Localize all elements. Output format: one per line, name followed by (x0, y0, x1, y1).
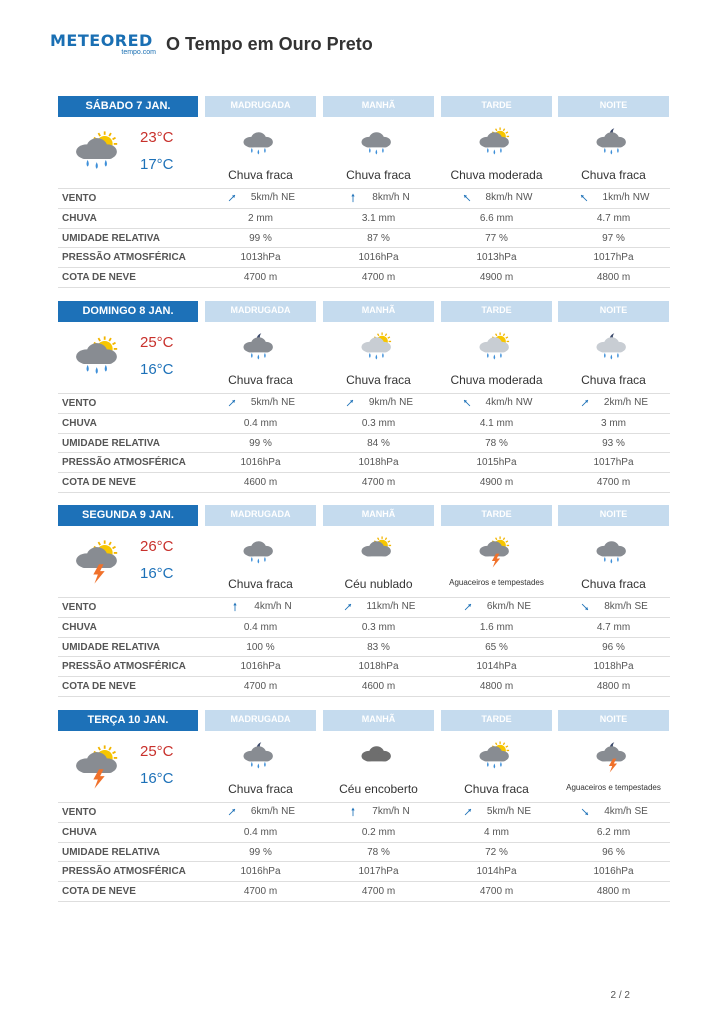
row-label: PRESSÃO ATMOSFÉRICA (62, 661, 186, 672)
min-temperature: 16°C (140, 361, 174, 378)
wind-direction-icon (579, 602, 591, 612)
period-header: MADRUGADA (205, 96, 316, 117)
atmospheric-pressure: 1014hPa (476, 661, 517, 672)
wind-cell (441, 192, 552, 206)
row-divider (58, 617, 670, 618)
atmospheric-pressure: 1018hPa (593, 661, 634, 672)
wind-direction: NW (515, 397, 533, 408)
atmospheric-pressure: 1016hPa (358, 252, 399, 263)
row-label: UMIDADE RELATIVA (62, 438, 160, 449)
page-number: 2 / 2 (610, 990, 630, 1001)
wind-speed: 8km/h (485, 192, 513, 203)
period-header: TARDE (441, 96, 552, 117)
row-divider (58, 842, 670, 843)
weather-description: Chuva fraca (464, 782, 529, 796)
snow-level: 4800 m (479, 681, 514, 692)
wind-direction: NW (515, 192, 533, 203)
wind-direction: NE (517, 806, 532, 817)
rain-amount: 4.1 mm (479, 418, 514, 429)
row-divider (58, 472, 670, 473)
rain-amount: 0.3 mm (361, 622, 396, 633)
wind-cell (205, 397, 316, 411)
row-label: UMIDADE RELATIVA (62, 847, 160, 858)
moon-cloud-rain-icon (242, 740, 278, 774)
wind-speed: 9km/h (368, 397, 397, 408)
wind-cell (323, 397, 434, 411)
relative-humidity: 78 % (485, 438, 508, 449)
min-temperature: 16°C (140, 770, 174, 787)
wind-direction-icon (579, 807, 591, 817)
min-temperature: 16°C (140, 565, 174, 582)
row-divider (58, 247, 670, 248)
rain-amount: 0.3 mm (361, 418, 396, 429)
wind-direction-icon (462, 807, 474, 817)
sun-cloud-storm-icon (478, 535, 514, 569)
row-label: UMIDADE RELATIVA (62, 642, 160, 653)
wind-cell (558, 806, 669, 820)
moon-cloud-storm-icon (595, 740, 631, 774)
row-divider (58, 901, 670, 902)
row-label: COTA DE NEVE (62, 272, 136, 283)
row-label: CHUVA (62, 213, 97, 224)
moon-cloud-rain-icon (595, 126, 631, 160)
period-header: TARDE (441, 710, 552, 731)
wind-direction: NE (281, 397, 296, 408)
snow-level: 4700 m (479, 886, 514, 897)
wind-speed: 8km/h (604, 601, 632, 612)
weather-description: Chuva fraca (581, 168, 646, 182)
atmospheric-pressure: 1016hPa (240, 457, 281, 468)
cloud-rain-icon (595, 535, 631, 569)
wind-speed: 4km/h (485, 397, 513, 408)
cloud-rain-icon (242, 535, 278, 569)
day-header: DOMINGO 8 JAN. (58, 301, 198, 322)
snow-level: 4800 m (596, 272, 631, 283)
wind-cell (205, 192, 316, 206)
row-divider (58, 413, 670, 414)
wind-cell (323, 806, 434, 820)
row-label: COTA DE NEVE (62, 477, 136, 488)
wind-cell (205, 806, 316, 820)
rain-amount: 0.4 mm (243, 622, 278, 633)
wind-direction-icon (578, 193, 590, 203)
header (50, 32, 373, 62)
snow-level: 4600 m (361, 681, 396, 692)
relative-humidity: 65 % (485, 642, 508, 653)
relative-humidity: 96 % (602, 642, 625, 653)
wind-speed: 6km/h (250, 806, 279, 817)
period-header: MADRUGADA (205, 301, 316, 322)
row-divider (58, 208, 670, 209)
row-label: COTA DE NEVE (62, 681, 136, 692)
cloud-rain-icon (360, 126, 396, 160)
wind-speed: 11km/h (366, 601, 399, 612)
snow-level: 4700 m (243, 272, 278, 283)
day-block (58, 96, 670, 288)
wind-direction-icon (226, 398, 238, 408)
row-divider (58, 433, 670, 434)
rain-amount: 4 mm (484, 827, 509, 838)
row-label: CHUVA (62, 418, 97, 429)
snow-level: 4600 m (243, 477, 278, 488)
meteored-logo[interactable] (50, 32, 158, 60)
rain-amount: 4.7 mm (596, 213, 631, 224)
row-divider (58, 393, 670, 394)
relative-humidity: 83 % (367, 642, 390, 653)
row-divider (58, 881, 670, 882)
wind-direction-icon (579, 398, 591, 408)
snow-level: 4800 m (596, 886, 631, 897)
snow-level: 4700 m (361, 272, 396, 283)
row-divider (58, 822, 670, 823)
wind-direction-icon (462, 602, 474, 612)
sun-cloud-storm-day-icon (74, 742, 124, 792)
day-header: TERÇA 10 JAN. (58, 710, 198, 731)
period-header: TARDE (441, 301, 552, 322)
period-header: NOITE (558, 96, 669, 117)
period-header: MADRUGADA (205, 710, 316, 731)
row-label: CHUVA (62, 827, 97, 838)
row-divider (58, 696, 670, 697)
relative-humidity: 84 % (367, 438, 390, 449)
atmospheric-pressure: 1017hPa (593, 252, 634, 263)
sun-cloud-storm-day-icon (74, 537, 124, 587)
day-header: SEGUNDA 9 JAN. (58, 505, 198, 526)
period-header: MANHÃ (323, 96, 434, 117)
wind-direction-icon (461, 193, 473, 203)
row-label: VENTO (62, 193, 97, 204)
wind-direction: NE (401, 601, 416, 612)
relative-humidity: 96 % (602, 847, 625, 858)
wind-cell (323, 601, 434, 615)
snow-level: 4900 m (479, 272, 514, 283)
rain-amount: 3.1 mm (361, 213, 396, 224)
row-label: PRESSÃO ATMOSFÉRICA (62, 252, 186, 263)
relative-humidity: 78 % (367, 847, 390, 858)
snow-level: 4700 m (596, 477, 631, 488)
logo-subtext: tempo.com (121, 49, 156, 56)
row-divider (58, 861, 670, 862)
weather-description: Céu encoberto (339, 782, 418, 796)
snow-level: 4700 m (243, 681, 278, 692)
rain-amount: 4.7 mm (596, 622, 631, 633)
cloud-icon (360, 740, 396, 774)
relative-humidity: 99 % (249, 233, 272, 244)
atmospheric-pressure: 1017hPa (358, 866, 399, 877)
rain-amount: 2 mm (248, 213, 273, 224)
wind-speed: 8km/h (372, 192, 400, 203)
weather-description: Chuva fraca (581, 577, 646, 591)
weather-description: Chuva fraca (346, 373, 411, 387)
row-divider (58, 492, 670, 493)
relative-humidity: 99 % (249, 847, 272, 858)
rain-amount: 0.4 mm (243, 827, 278, 838)
wind-cell (558, 192, 669, 206)
weather-description: Céu nublado (344, 577, 413, 591)
atmospheric-pressure: 1016hPa (240, 661, 281, 672)
row-label: PRESSÃO ATMOSFÉRICA (62, 866, 186, 877)
relative-humidity: 99 % (249, 438, 272, 449)
atmospheric-pressure: 1016hPa (593, 866, 634, 877)
period-header: NOITE (558, 301, 669, 322)
weather-description: Chuva fraca (581, 373, 646, 387)
relative-humidity: 97 % (602, 233, 625, 244)
wind-direction: NE (399, 397, 414, 408)
weather-description: Chuva fraca (228, 782, 293, 796)
snow-level: 4700 m (361, 477, 396, 488)
wind-speed: 2km/h (603, 397, 632, 408)
row-divider (58, 267, 670, 268)
atmospheric-pressure: 1018hPa (358, 457, 399, 468)
row-label: VENTO (62, 807, 97, 818)
moon-cloud-rain-icon (242, 331, 278, 365)
day-header: SÁBADO 7 JAN. (58, 96, 198, 117)
page-title: O Tempo em Ouro Preto (166, 34, 373, 54)
wind-speed: 7km/h (372, 806, 400, 817)
relative-humidity: 100 % (246, 642, 275, 653)
atmospheric-pressure: 1013hPa (240, 252, 281, 263)
relative-humidity: 77 % (485, 233, 508, 244)
snow-level: 4700 m (243, 886, 278, 897)
rain-amount: 3 mm (601, 418, 626, 429)
period-header: TARDE (441, 505, 552, 526)
period-header: MANHÃ (323, 301, 434, 322)
wind-cell (441, 806, 552, 820)
row-divider (58, 637, 670, 638)
row-label: COTA DE NEVE (62, 886, 136, 897)
row-label: CHUVA (62, 622, 97, 633)
atmospheric-pressure: 1016hPa (240, 866, 281, 877)
row-label: UMIDADE RELATIVA (62, 233, 160, 244)
wind-direction-icon (347, 807, 359, 817)
sun-cloud-rain-icon (478, 126, 514, 160)
atmospheric-pressure: 1015hPa (476, 457, 517, 468)
wind-direction: N (284, 601, 292, 612)
row-divider (58, 287, 670, 288)
row-divider (58, 656, 670, 657)
wind-speed: 4km/h (254, 601, 282, 612)
atmospheric-pressure: 1017hPa (593, 457, 634, 468)
wind-speed: 5km/h (250, 192, 279, 203)
wind-speed: 5km/h (250, 397, 279, 408)
wind-direction: NE (517, 601, 532, 612)
wind-direction: SE (634, 806, 648, 817)
row-divider (58, 597, 670, 598)
rain-amount: 6.6 mm (479, 213, 514, 224)
sun-cloud-rain-light-icon (360, 331, 396, 365)
wind-direction: NE (281, 192, 296, 203)
row-divider (58, 802, 670, 803)
weather-description: Aguaceiros e tempestades (449, 578, 544, 587)
max-temperature: 26°C (140, 538, 174, 555)
weather-description: Chuva fraca (228, 373, 293, 387)
atmospheric-pressure: 1014hPa (476, 866, 517, 877)
period-header: NOITE (558, 505, 669, 526)
row-divider (58, 188, 670, 189)
wind-direction: SE (634, 601, 648, 612)
rain-amount: 6.2 mm (596, 827, 631, 838)
wind-cell (558, 601, 669, 615)
weather-description: Aguaceiros e tempestades (566, 783, 661, 792)
wind-cell (441, 397, 552, 411)
wind-direction: NW (632, 192, 650, 203)
atmospheric-pressure: 1013hPa (476, 252, 517, 263)
relative-humidity: 93 % (602, 438, 625, 449)
row-divider (58, 452, 670, 453)
wind-direction-icon (344, 398, 356, 408)
relative-humidity: 72 % (485, 847, 508, 858)
weather-description: Chuva fraca (346, 168, 411, 182)
row-label: PRESSÃO ATMOSFÉRICA (62, 457, 186, 468)
wind-cell (323, 192, 434, 206)
snow-level: 4900 m (479, 477, 514, 488)
relative-humidity: 87 % (367, 233, 390, 244)
sun-cloud-rain-light-icon (478, 331, 514, 365)
weather-description: Chuva fraca (228, 168, 293, 182)
wind-direction: NE (634, 397, 649, 408)
wind-direction-icon (347, 193, 359, 203)
day-block (58, 505, 670, 697)
row-label: VENTO (62, 398, 97, 409)
rain-amount: 0.2 mm (361, 827, 396, 838)
sun-cloud-icon (360, 535, 396, 569)
wind-direction-icon (226, 193, 238, 203)
weather-description: Chuva fraca (228, 577, 293, 591)
period-header: MADRUGADA (205, 505, 316, 526)
wind-direction-icon (229, 602, 241, 612)
wind-direction-icon (342, 602, 354, 612)
moon-cloud-rain-light-icon (595, 331, 631, 365)
sun-cloud-rain-icon (478, 740, 514, 774)
wind-cell (441, 601, 552, 615)
period-header: MANHÃ (323, 710, 434, 731)
wind-speed: 4km/h (604, 806, 632, 817)
wind-speed: 5km/h (486, 806, 515, 817)
wind-cell (205, 601, 316, 615)
rain-amount: 0.4 mm (243, 418, 278, 429)
sun-cloud-rain-day-icon (74, 128, 124, 178)
wind-direction: N (402, 806, 410, 817)
wind-speed: 6km/h (486, 601, 515, 612)
min-temperature: 17°C (140, 156, 174, 173)
logo-text: METEORED (50, 31, 153, 50)
row-divider (58, 676, 670, 677)
wind-direction-icon (461, 398, 473, 408)
day-block (58, 301, 670, 493)
wind-speed: 1km/h (602, 192, 630, 203)
wind-cell (558, 397, 669, 411)
wind-direction-icon (226, 807, 238, 817)
max-temperature: 25°C (140, 334, 174, 351)
atmospheric-pressure: 1018hPa (358, 661, 399, 672)
wind-direction: NE (281, 806, 296, 817)
weather-description: Chuva moderada (450, 373, 543, 387)
snow-level: 4800 m (596, 681, 631, 692)
max-temperature: 25°C (140, 743, 174, 760)
rain-amount: 1.6 mm (479, 622, 514, 633)
snow-level: 4700 m (361, 886, 396, 897)
row-divider (58, 228, 670, 229)
weather-description: Chuva moderada (450, 168, 543, 182)
wind-direction: N (402, 192, 410, 203)
day-block (58, 710, 670, 902)
cloud-rain-icon (242, 126, 278, 160)
period-header: NOITE (558, 710, 669, 731)
max-temperature: 23°C (140, 129, 174, 146)
row-label: VENTO (62, 602, 97, 613)
sun-cloud-rain-day-icon (74, 333, 124, 383)
period-header: MANHÃ (323, 505, 434, 526)
